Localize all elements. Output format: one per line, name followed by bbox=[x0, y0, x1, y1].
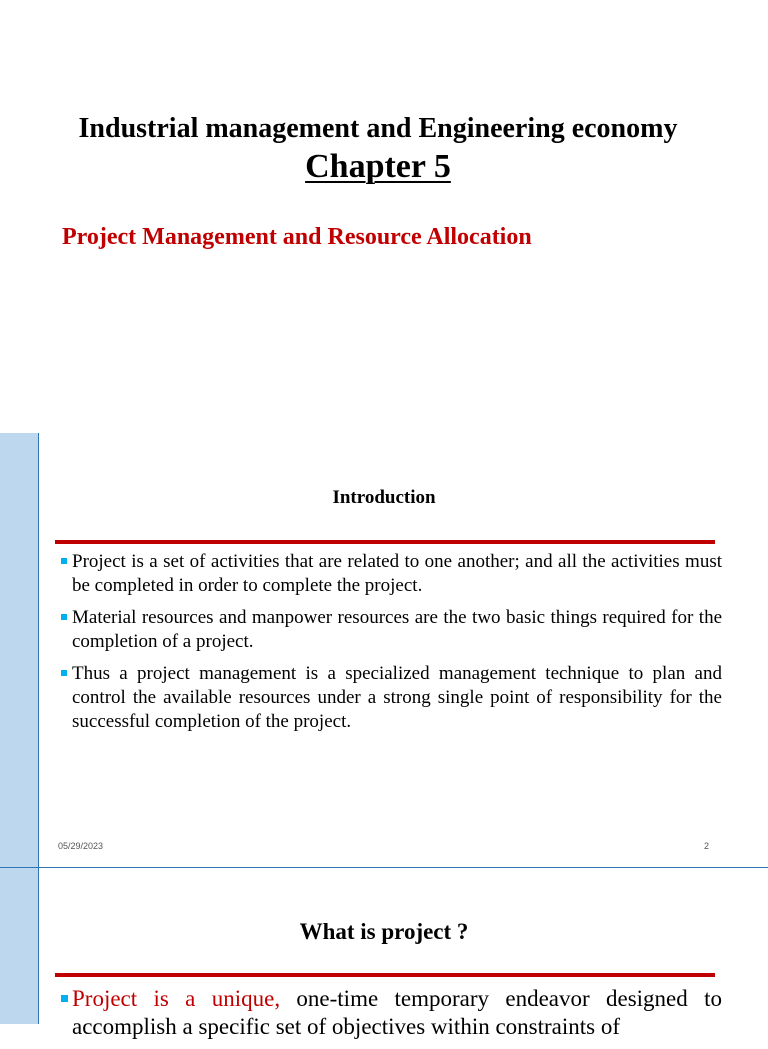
course-title: Industrial management and Engineering economy bbox=[78, 113, 678, 144]
bullet-square-icon bbox=[61, 558, 67, 564]
slide-number: 2 bbox=[704, 841, 710, 851]
bullet-square-icon bbox=[61, 614, 67, 620]
bullet-item bbox=[60, 662, 722, 734]
bullet-list bbox=[60, 985, 722, 1049]
bullet-item bbox=[60, 985, 722, 1041]
bullet-item bbox=[60, 606, 722, 654]
what-is-project-slide bbox=[0, 867, 768, 1039]
introduction-slide bbox=[0, 433, 768, 867]
bullet-list bbox=[60, 550, 722, 742]
slide-heading: Introduction bbox=[332, 487, 436, 508]
bullet-square-icon bbox=[61, 995, 68, 1002]
slide-heading: What is project ? bbox=[299, 919, 469, 944]
slide-date: 05/29/2023 bbox=[58, 841, 104, 851]
bullet-text: Material resources and manpower resources are the two basic things required for the completion of a project. bbox=[72, 607, 722, 652]
slide-separator bbox=[0, 867, 768, 868]
bullet-text: Project is a set of activities that are related to one another; and all the activities must be completed in order to complete the project. bbox=[72, 551, 722, 596]
heading-rule bbox=[55, 540, 715, 544]
bullet-item bbox=[60, 550, 722, 598]
chapter-title-text: Chapter 5 bbox=[305, 148, 451, 185]
bullet-square-icon bbox=[61, 670, 67, 676]
title-slide bbox=[0, 0, 768, 433]
chapter-title bbox=[0, 146, 756, 188]
bullet-highlight-text: Project is a unique, bbox=[72, 986, 281, 1011]
bullet-text: one-time temporary endeavor designed to accomplish a specific set of objectives within constraints of bbox=[72, 986, 722, 1039]
heading-rule bbox=[55, 973, 715, 977]
bullet-text: Thus a project management is a specialized management technique to plan and control the available resources under a strong single point of responsibility for the successful completion of the project. bbox=[72, 663, 722, 732]
chapter-subtitle: Project Management and Resource Allocation bbox=[62, 224, 532, 250]
